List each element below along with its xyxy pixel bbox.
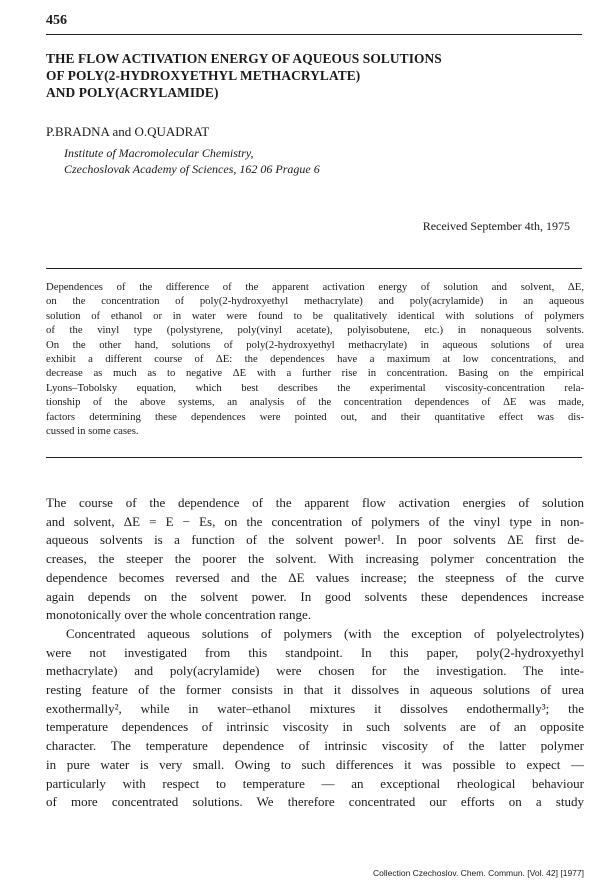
received-date: Received September 4th, 1975 <box>422 219 570 233</box>
body-line: Concentrated aqueous solutions of polymers (with the exception of polyelectrolytes) <box>66 625 584 641</box>
abstract-line: tionship of the above systems, an analysis of the concentration dependences of ΔE was made, <box>46 396 584 409</box>
abstract <box>46 280 584 438</box>
affiliation-line: Czechoslovak Academy of Sciences, 162 06 Prague 6 <box>64 162 320 176</box>
title-line: OF POLY(2-HYDROXYETHYL METHACRYLATE) <box>46 68 361 83</box>
abstract-line: Lyons–Tobolsky equation, which best describes the experimental viscosity-concentration rela- <box>46 381 584 394</box>
page-number: 456 <box>46 13 67 28</box>
body-text <box>46 494 584 812</box>
body-line: of more concentrated solutions. We therefore concentrated our efforts on a study <box>46 794 584 810</box>
affiliation-line: Institute of Macromolecular Chemistry, <box>64 146 254 160</box>
body-line: methacrylate) and poly(acrylamide) were chosen for the investigation. The inte- <box>46 663 584 679</box>
abstract-line: on the concentration of poly(2-hydroxyethyl methacrylate) and poly(acrylamide) in an aqueous <box>46 295 584 308</box>
abstract-line: solution of ethanol or in water were found to be qualitatively identical with solutions of polymers <box>46 309 584 322</box>
journal-footer: Collection Czechoslov. Chem. Commun. [Vol. 42] [1977] <box>372 868 584 878</box>
body-line: and solvent, ΔE = E − Es, on the concentration of polymers of the vinyl type in non- <box>46 513 584 529</box>
body-line: The course of the dependence of the apparent flow activation energies of solution <box>46 495 584 510</box>
body-line: aqueous solvents is a function of the solvent power¹. In poor solvents ΔE first de- <box>46 532 584 548</box>
body-line: particularly with respect to temperature — an exceptional rheological behaviour <box>46 775 584 791</box>
abstract-line: Dependences of the difference of the apparent activation energy of solution and solvent, ΔE, <box>46 281 584 293</box>
body-line: were not investigated from this standpoint. In this paper, poly(2-hydroxyethyl <box>46 644 584 660</box>
authors: P.BRADNA and O.QUADRAT <box>46 124 210 139</box>
abstract-line: exhibit a different course of ΔE: the dependences have a maximum at low concentrations, and <box>46 353 584 366</box>
abstract-line: of the vinyl type (polystyrene, poly(vinyl acetate), polyisobutene, etc.) in nonaqueous solvents. <box>46 324 584 337</box>
article-title <box>46 50 576 101</box>
abstract-line: On the other hand, solutions of poly(2-hydroxyethyl methacrylate) in aqueous solutions of urea <box>46 338 584 351</box>
body-line: dependence becomes reversed and the ΔE values increase; the steepness of the curve <box>46 569 584 585</box>
abstract-line: factors determining these dependences were pointed out, and their quantitative effect was dis- <box>46 410 584 423</box>
body-line: monotonically over the whole concentration range. <box>46 607 311 623</box>
header-rule <box>46 34 582 35</box>
abstract-top-rule <box>46 268 582 269</box>
body-line: creases, the steeper the poorer the solvent. With increasing polymer concentration the <box>46 551 584 567</box>
body-line: temperature dependences of intrinsic viscosity in such solvents are of an opposite <box>46 719 584 735</box>
abstract-line: cussed in some cases. <box>46 425 139 438</box>
body-line: in pure water is very small. Owing to such differences it was possible to expect — <box>46 756 584 772</box>
body-line: resting feature of the former consists in that it dissolves in aqueous solutions of urea <box>46 682 584 698</box>
title-line: AND POLY(ACRYLAMIDE) <box>46 85 219 100</box>
abstract-bottom-rule <box>46 457 582 458</box>
body-line: exothermally², while in water–ethanol mixtures it dissolves endothermally³; the <box>46 700 584 716</box>
body-line: again depends on the solvent power. In good solvents these dependences increase <box>46 588 584 604</box>
affiliation <box>64 145 320 177</box>
body-line: character. The temperature dependence of intrinsic viscosity of the latter polymer <box>46 738 584 754</box>
title-line: THE FLOW ACTIVATION ENERGY OF AQUEOUS SOLUTIONS <box>46 51 442 66</box>
abstract-line: decrease as much as to negative ΔE with a further rise in concentration. Basing on the empirical <box>46 367 584 380</box>
